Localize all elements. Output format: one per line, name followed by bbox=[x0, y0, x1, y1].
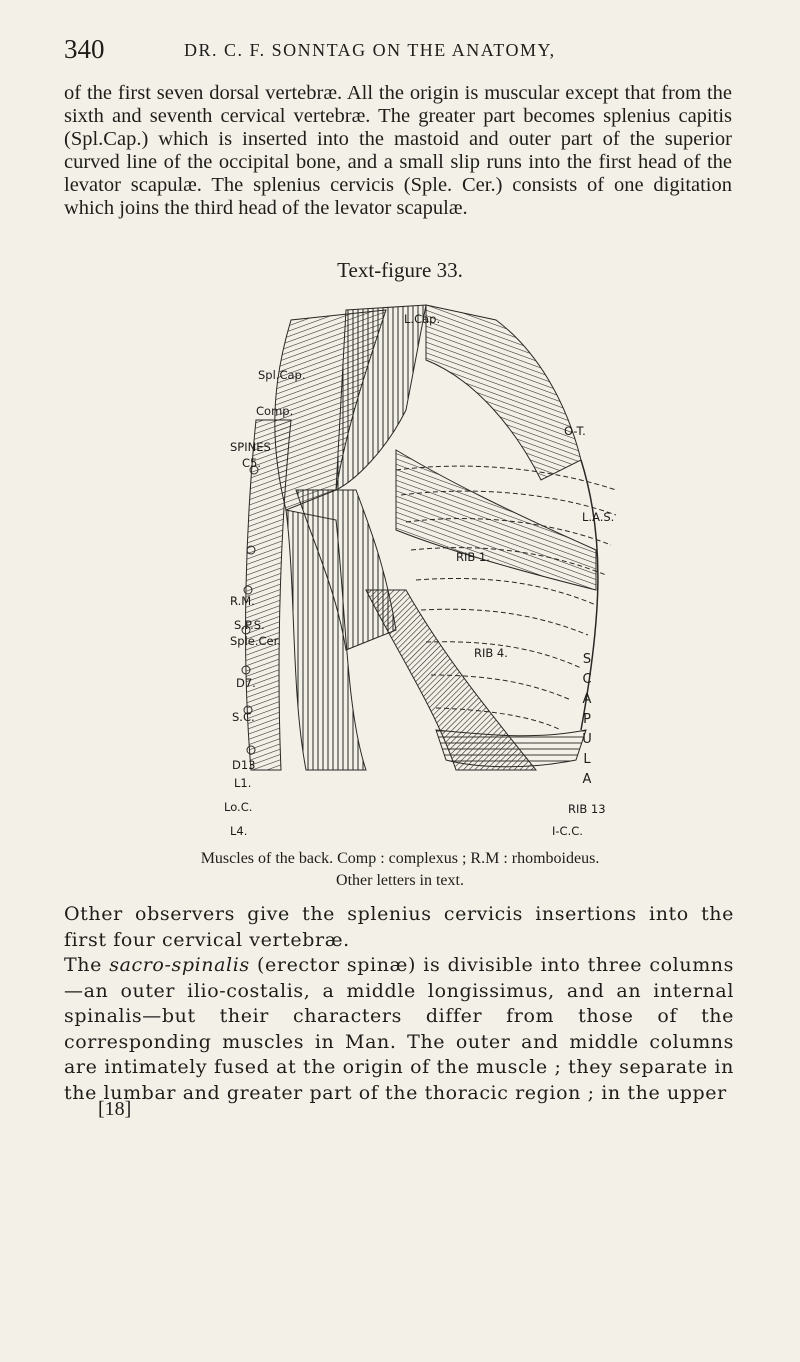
running-head: DR. C. F. SONNTAG ON THE ANATOMY, bbox=[184, 40, 556, 60]
top-paragraph-text: of the first seven dorsal vertebræ. All the origin is muscular except that from the sixth and seventh cervical vertebræ. The greater part becomes splenius capitis (Spl.Cap.) which is inserted into the mastoid and outer part of the superior curved line of the occipital bone, and a small slip runs into the first head of the levator scapulæ. The splenius cervicis (Sple. Cer.) consists of one digitation which joins the third head of the levator scapulæ. bbox=[64, 82, 732, 219]
scapula-letter: U bbox=[582, 732, 592, 747]
caption-line-2: Other letters in text. bbox=[336, 872, 464, 889]
page-header bbox=[64, 34, 724, 64]
body-text bbox=[64, 902, 734, 1106]
scapula-letter: L bbox=[583, 752, 591, 767]
signature-mark: [18] bbox=[98, 1098, 132, 1120]
body-paragraph-2 bbox=[64, 953, 734, 1106]
top-paragraph bbox=[64, 82, 732, 220]
body-paragraph-2-rest: (erector spinæ) is divisible into three columns —an outer ilio-costalis, a middle longissimus, and an internal spinalis—but their characters differ from those of the corresponding muscles in Man. The outer and middle columns are intimately fused at the origin of the muscle ; they separate in the lumbar and greater part of the thoracic region ; in the upper bbox=[64, 954, 734, 1104]
label-d13: D13 bbox=[232, 758, 256, 772]
body-paragraph-2-term: sacro-spinalis bbox=[109, 954, 250, 976]
label-c5: C5. bbox=[242, 456, 262, 470]
scapula-letter: A bbox=[582, 772, 592, 787]
label-spl-cap: Spl.Cap. bbox=[258, 368, 306, 382]
label-l-cap: L.Cap. bbox=[404, 312, 441, 326]
body-paragraph-1: Other observers give the splenius cervicis insertions into the first four cervical vertebræ. bbox=[64, 903, 734, 951]
label-l-a-s: L.A.S. bbox=[582, 510, 615, 524]
levator-scapulae-region bbox=[426, 305, 581, 480]
label-l4: L4. bbox=[230, 824, 248, 838]
label-i-c-c: I-C.C. bbox=[552, 824, 583, 838]
label-scapula bbox=[576, 650, 598, 790]
label-lo-c: Lo.C. bbox=[224, 800, 253, 814]
label-l1: L1. bbox=[234, 776, 252, 790]
label-rib-13: RIB 13 bbox=[568, 802, 606, 816]
label-spines: SPINES bbox=[230, 440, 271, 454]
lumbar-oblique-region bbox=[436, 730, 586, 767]
scapula-letter: S bbox=[582, 652, 592, 667]
label-comp: Comp. bbox=[256, 404, 294, 418]
label-o-t: O-T. bbox=[564, 424, 586, 438]
label-rib-4: RIB 4. bbox=[474, 646, 508, 660]
figure-title: Text-figure 33. bbox=[337, 258, 463, 282]
scapula-letter: P bbox=[583, 712, 591, 727]
label-d7: D7. bbox=[236, 676, 256, 690]
scapula-letter: C bbox=[582, 672, 592, 687]
scapula-letter: A bbox=[582, 692, 592, 707]
label-s-c: S.C. bbox=[232, 710, 255, 724]
label-rib-1: RIB 1. bbox=[456, 550, 490, 564]
label-s-p-s: S.P.S. bbox=[234, 618, 265, 632]
body-paragraph-2-start: The bbox=[64, 954, 110, 976]
figure-caption bbox=[0, 848, 800, 892]
label-sple-cer: Sple.Cer. bbox=[230, 634, 281, 648]
page-number: 340 bbox=[64, 34, 105, 64]
caption-line-1: Muscles of the back. Comp : complexus ; R.M : rhomboideus. bbox=[200, 850, 600, 867]
label-r-m: R.M. bbox=[230, 594, 255, 608]
